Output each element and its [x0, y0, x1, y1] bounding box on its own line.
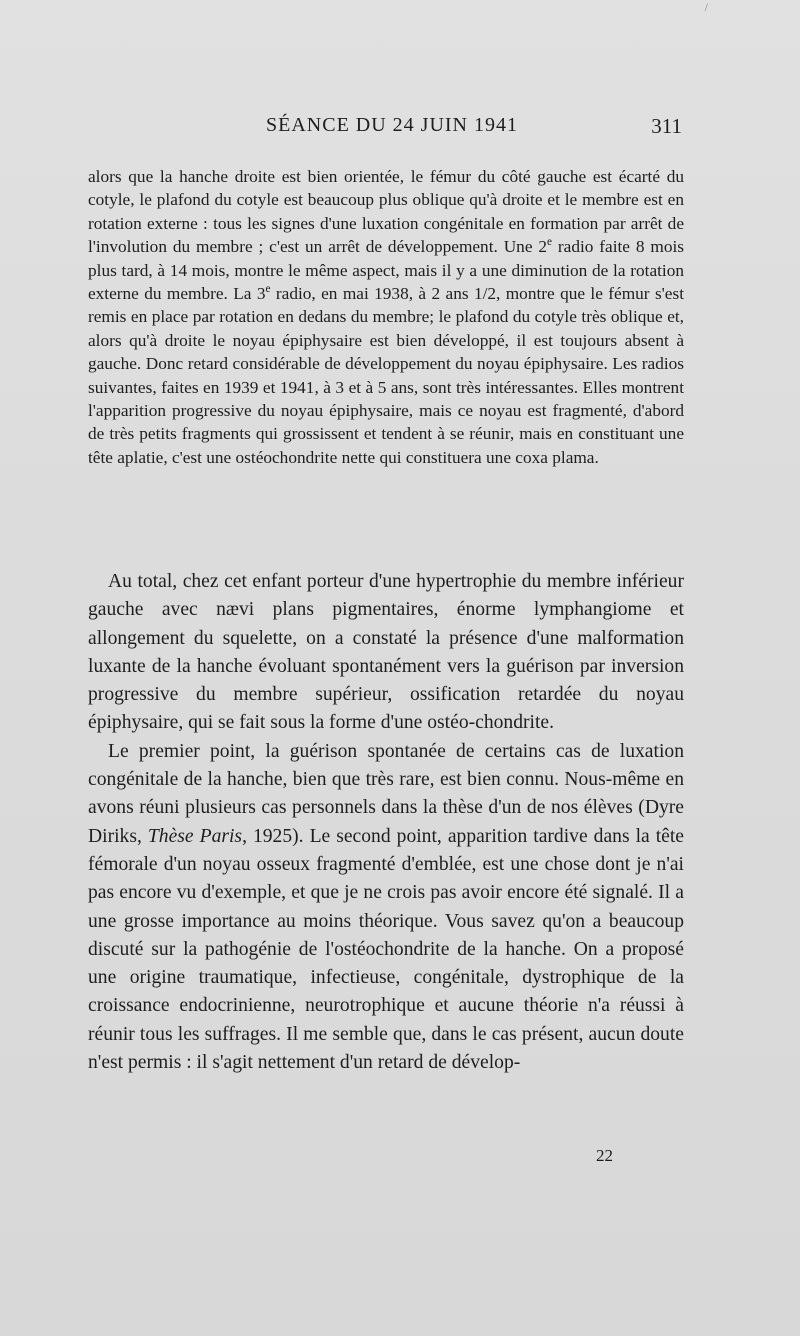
running-title: SÉANCE DU 24 JUIN 1941	[266, 114, 518, 136]
small-print-paragraph	[88, 165, 684, 469]
paragraph-3-part-b: , 1925). Le second point, apparition tardive dans la tête fémorale d'un noyau osseux fragmenté d'emblée, est une chose dont je n'ai pas encore vu d'exemple, et que je ne crois pas avoir encore été signalé. Il a une grosse importance au moins théorique. Vous savez qu'on a beaucoup discuté sur la pathogénie de l'ostéochondrite de la hanche. On a proposé une origine traumatique, infectieuse, congénitale, dystrophique de la croissance endocrinienne, neurotrophique et aucune théorie n'a réussi à réunir tous les suffrages. Il me semble que, dans le cas présent, aucun doute n'est permis : il s'agit nettement d'un retard de dévelop-	[88, 825, 684, 1074]
paragraph-1-part-b: radio faite 8 mois plus tard, à 14 mois, montre le même aspect, mais il y a une diminution de la rotation externe du membre. La 3	[88, 237, 684, 304]
paragraph-3	[88, 738, 684, 1078]
signature-mark: 22	[596, 1146, 613, 1165]
paragraph-1	[88, 165, 684, 469]
paragraph-2: Au total, chez cet enfant porteur d'une hypertrophie du membre inférieur gauche avec nævi plans pigmentaires, énorme lymphangiome et allongement du squelette, on a constaté la présence d'une malformation luxante de la hanche évoluant spontanément vers la guérison par inversion progressive du membre supérieur, ossification retardée du noyau épiphysaire, qui se fait sous la forme d'une ostéo-chondrite.	[88, 571, 684, 734]
paragraph-1-part-a: alors que la hanche droite est bien orientée, le fémur du côté gauche est écarté du cotyle, le plafond du cotyle est beaucoup plus oblique qu'à droite et le membre est en rotation externe : tous les signes d'une luxation congénitale en formation par arrêt de l'involution du membre ; c'est un arrêt de développement. Une 2	[88, 167, 684, 257]
superscript-e: e	[547, 236, 553, 249]
main-text-block	[88, 568, 684, 1077]
corner-mark: /	[704, 0, 708, 14]
superscript-e: e	[265, 283, 271, 296]
page-header	[88, 114, 682, 144]
paragraph-3-part-a: Le premier point, la guérison spontanée de certains cas de luxation congénitale de la hanche, bien que très rare, est bien connu. Nous-même en avons réuni plusieurs cas personnels dans la thèse d'un de nos élèves (Dyre Diriks,	[88, 740, 684, 847]
italic-citation: Thèse Paris	[147, 825, 243, 847]
paragraph-1-part-c: radio, en mai 1938, à 2 ans 1/2, montre que le fémur s'est remis en place par rotation en dedans du membre; le plafond du cotyle très oblique et, alors qu'à droite le noyau épiphysaire est bien développé, il est toujours absent à gauche. Donc retard considérable de développement du noyau épiphysaire. Les radios suivantes, faites en 1939 et 1941, à 3 et à 5 ans, sont très intéressantes. Elles montrent l'apparition progressive du noyau épiphysaire, mais ce noyau est fragmenté, d'abord de très petits fragments qui grossissent et tendent à se réunir, mais en constituant une tête aplatie, c'est une ostéochondrite nette qui constituera une coxa plama.	[88, 284, 684, 467]
page-number: 311	[651, 114, 682, 138]
